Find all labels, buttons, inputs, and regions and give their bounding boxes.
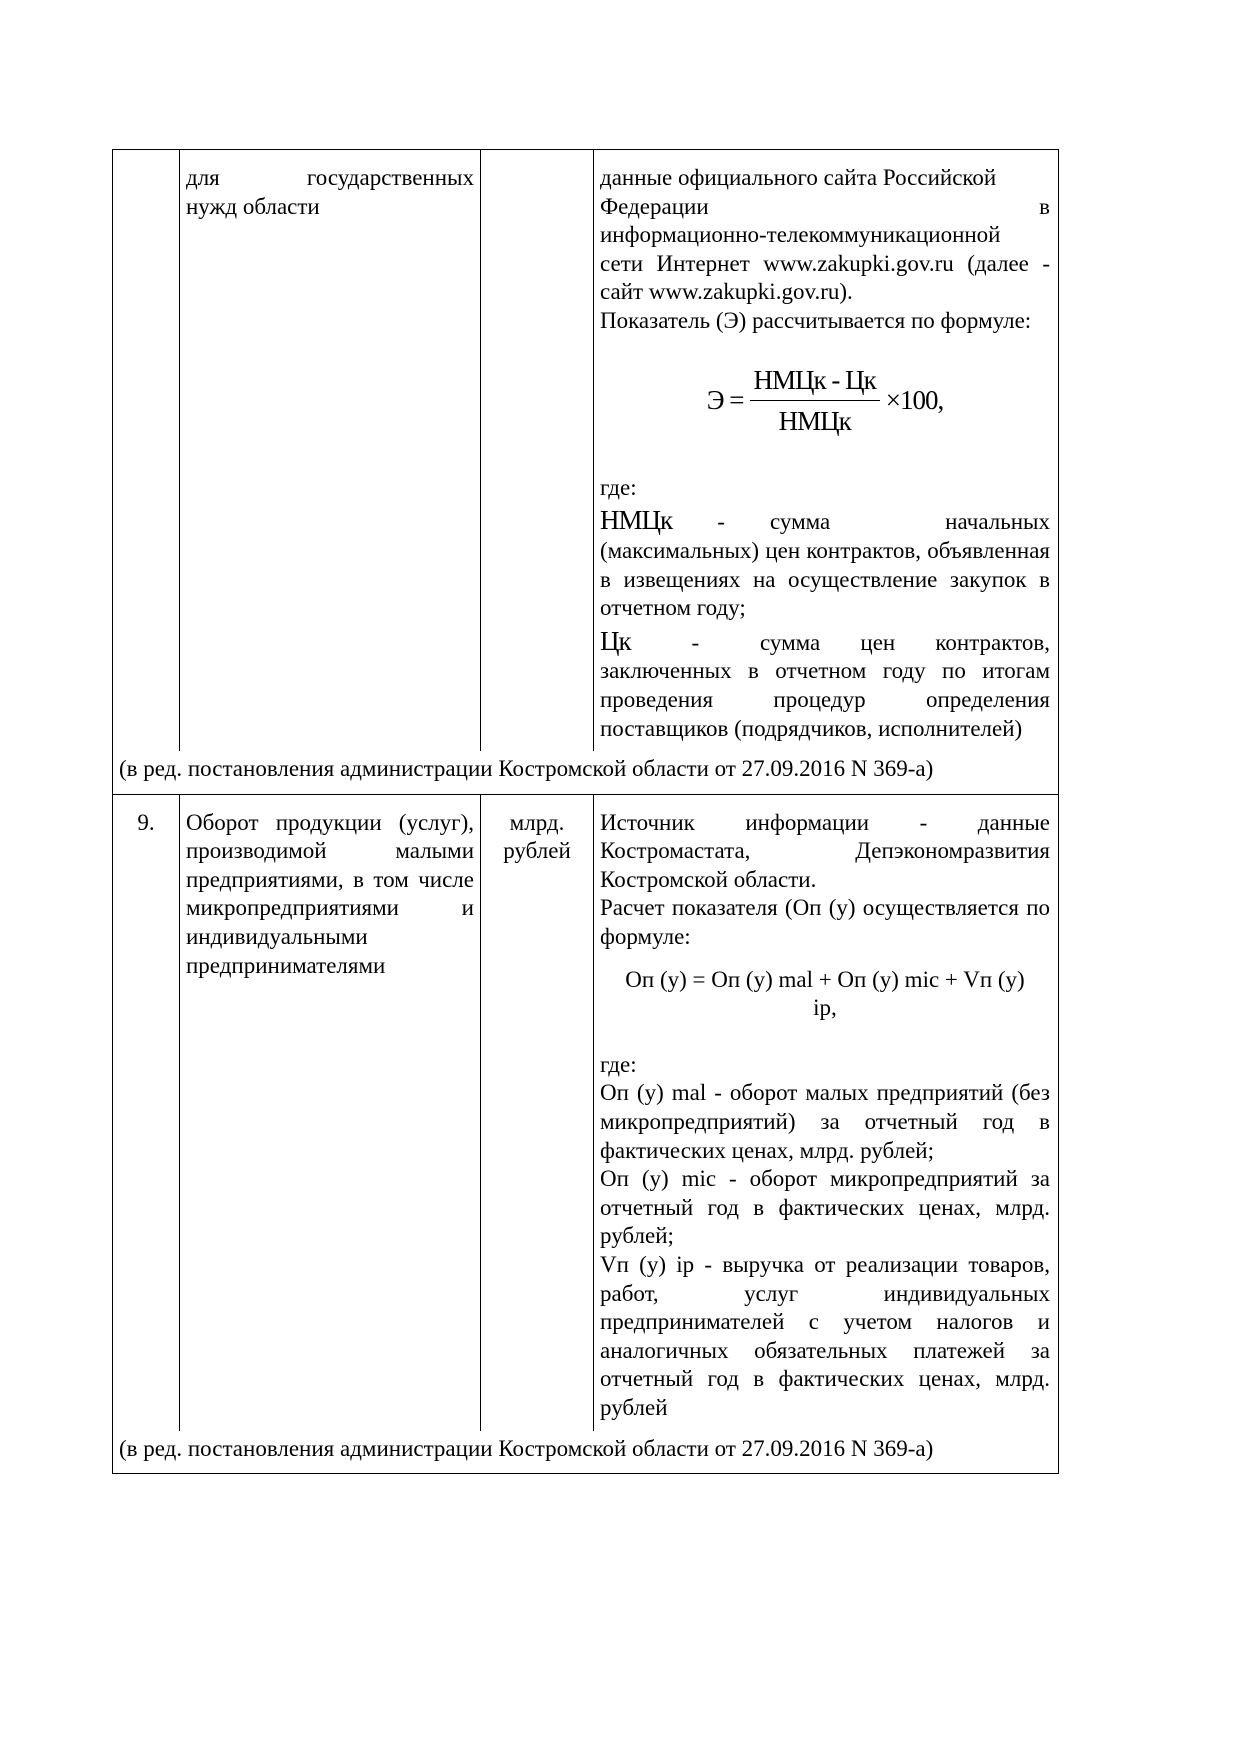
table-row xyxy=(113,794,1059,1430)
method-text: Показатель (Э) рассчитывается по формуле: xyxy=(600,307,1032,333)
definition-text: заключенных в отчетном году по итогам проведения процедур определения поставщиков (подрядчиков, исполнителей) xyxy=(600,658,1050,741)
method-text-part: Федерации xyxy=(600,193,709,219)
definition-text: (максимальных) цен контрактов, объявленная в извещениях на осуществление закупок в отчетном году; xyxy=(600,537,1050,621)
definition-text: Vп (у) ip - выручка от реализации товаров, работ, услуг индивидуальных предпринимателей с учетом налогов и аналогичных обязательных платежей за отчетный год в фактических ценах, млрд. рублей xyxy=(600,1252,1050,1420)
indicator-name-cell xyxy=(180,150,481,752)
method-cell xyxy=(594,150,1059,752)
indicator-name-line xyxy=(186,164,474,193)
row-number-cell xyxy=(113,150,180,752)
formula-line: ip, xyxy=(813,995,837,1021)
definition-text: сумма цен контрактов, xyxy=(759,629,1050,655)
definition-line xyxy=(600,506,1050,537)
indicator-name-cell: Оборот продукции (услуг), производимой малыми предприятиями, в том числе микропредприятиями и индивидуальными предпринимателями xyxy=(180,794,481,1430)
definition-symbol: Цк xyxy=(600,625,631,656)
edition-note: (в ред. постановления администрации Костромской области от 27.09.2016 N 369-а) xyxy=(113,1431,1059,1474)
formula-fraction xyxy=(750,366,880,436)
definition-line xyxy=(600,627,1050,658)
formula-numerator: НМЦк - Цк xyxy=(750,366,880,402)
footnote-row xyxy=(113,751,1059,794)
indicator-name-part: для xyxy=(186,165,220,190)
definition-text: сумма начальных xyxy=(769,509,1050,535)
formula-efficiency xyxy=(600,366,1050,436)
method-text: Источник информации - данные Костромастата, Депэкономразвития Костромской области. xyxy=(600,809,1050,892)
indicators-table xyxy=(112,149,1059,1474)
footnote-row xyxy=(113,1431,1059,1474)
formula-rhs: ×100, xyxy=(885,385,944,416)
table-row xyxy=(113,150,1059,752)
method-where: где: xyxy=(600,1051,637,1077)
method-text: информационно-телекоммуникационной xyxy=(600,222,1001,248)
method-text-part: в xyxy=(1039,193,1050,219)
method-where: где: xyxy=(600,474,637,500)
definition-dash: - xyxy=(717,509,725,535)
formula-lhs: Э = xyxy=(706,385,744,416)
formula-denominator: НМЦк xyxy=(778,406,851,437)
definition-text: Оп (у) mal - оборот малых предприятий (без микропредприятий) за отчетный год в фактических ценах, млрд. рублей; xyxy=(600,1080,1050,1163)
formula-line: Оп (у) = Оп (у) mal + Оп (у) mic + Vп (у) xyxy=(625,966,1025,992)
formula-turnover xyxy=(600,966,1050,1023)
unit-cell xyxy=(481,150,594,752)
row-number-cell: 9. xyxy=(113,794,180,1430)
method-cell xyxy=(594,794,1059,1430)
definition-text: Оп (у) mic - оборот микропредприятий за отчетный год в фактических ценах, млрд. рублей; xyxy=(600,1166,1050,1249)
definition-symbol: НМЦк xyxy=(600,505,673,536)
method-text: данные официального сайта Российской xyxy=(600,165,997,190)
unit-cell: млрд. рублей xyxy=(481,794,594,1430)
definition-dash: - xyxy=(691,629,700,655)
edition-note: (в ред. постановления администрации Костромской области от 27.09.2016 N 369-а) xyxy=(113,751,1059,794)
method-text xyxy=(600,193,1050,222)
method-text: Расчет показателя (Оп (у) осуществляется по формуле: xyxy=(600,895,1050,950)
indicator-name-part: нужд области xyxy=(186,193,320,219)
method-text: сети Интернет www.zakupki.gov.ru (далее - сайт www.zakupki.gov.ru). xyxy=(600,250,1050,305)
document-page xyxy=(112,149,1059,1474)
indicator-name-part: государственных xyxy=(306,165,474,190)
